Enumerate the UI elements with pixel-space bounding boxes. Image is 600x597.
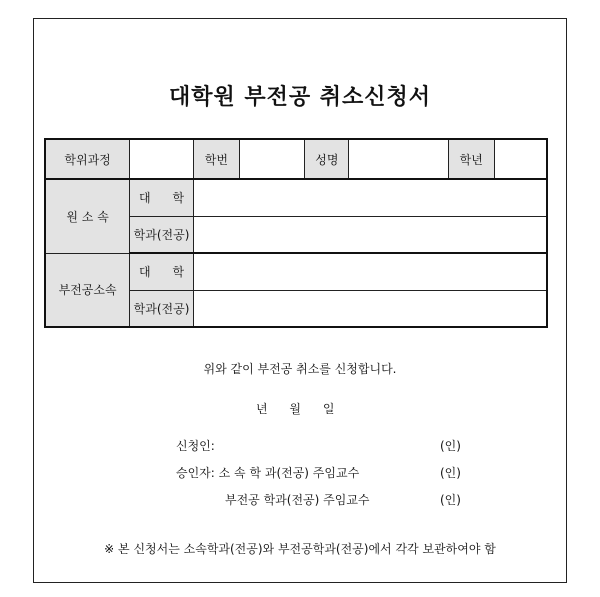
degree-label: 학위과정 [45,139,130,179]
name-field[interactable] [349,139,449,179]
name-label: 성명 [305,139,349,179]
original-dept-label: 학과(전공) [130,216,194,253]
applicant-seal: (인) [440,439,461,453]
original-affiliation-label: 원 소 속 [45,179,130,253]
approver-dept-label: 승인자: 소 속 학 과(전공) 주임교수 [176,466,360,480]
minor-dept-label: 학과(전공) [130,290,194,327]
original-college-field[interactable] [193,179,547,216]
minor-college-field[interactable] [193,253,547,290]
original-dept-field[interactable] [193,216,547,253]
approver-dept-seal: (인) [440,466,461,480]
minor-dept-field[interactable] [193,290,547,327]
minor-college-label: 대 학 [130,253,194,290]
minor-affiliation-label: 부전공소속 [45,253,130,327]
degree-field[interactable] [130,139,194,179]
date-line: 년 월 일 [256,402,335,416]
student-id-field[interactable] [239,139,305,179]
approver-minor-label: 부전공 학과(전공) 주임교수 [225,493,370,507]
student-id-label: 학번 [193,139,239,179]
statement-text: 위와 같이 부전공 취소를 신청합니다. [203,362,397,376]
year-label: 학년 [448,139,494,179]
footnote: ※ 본 신청서는 소속학과(전공)와 부전공학과(전공)에서 각각 보관하여야 함 [104,542,496,556]
application-table [44,138,548,328]
original-college-label: 대 학 [130,179,194,216]
applicant-label: 신청인: [176,439,215,453]
form-title: 대학원 부전공 취소신청서 [168,85,432,110]
year-field[interactable] [494,139,547,179]
approver-minor-seal: (인) [440,493,461,507]
